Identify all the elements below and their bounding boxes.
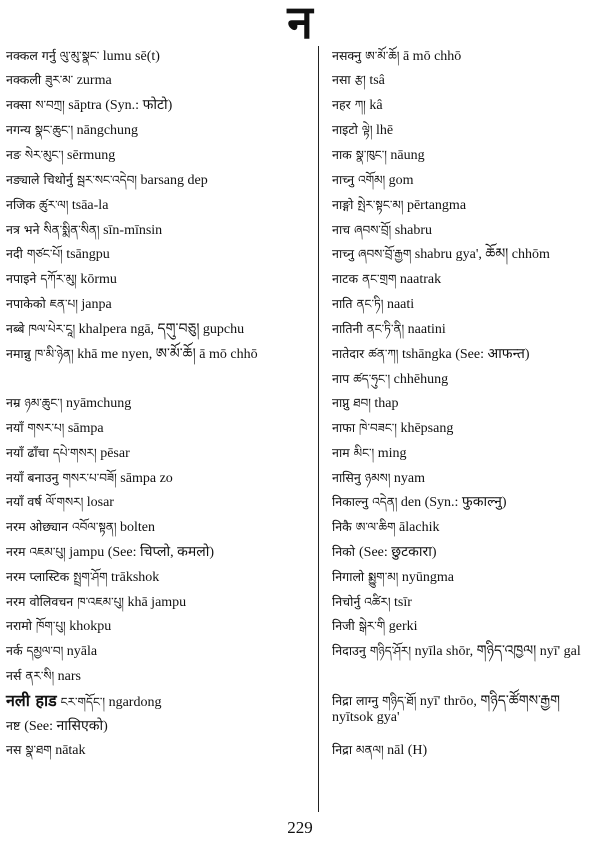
- entry-tibetan-script: སྒེར་གི: [358, 619, 386, 633]
- entry-headword: नाति: [332, 296, 353, 311]
- entry-headword: नङ: [6, 147, 21, 162]
- entry-headword: नरम: [6, 544, 26, 559]
- entry-romanization: kâ: [365, 98, 383, 113]
- entry-tibetan-script: གསར་པ།: [27, 421, 65, 435]
- dictionary-entry: [6, 470, 308, 486]
- entry-tibetan-script: ཀ།: [354, 98, 366, 112]
- dictionary-entry: [6, 718, 308, 734]
- entry-romanization: (See: नासिएको): [24, 719, 108, 734]
- entry-tibetan-script: ཁལ་པེར་ངཱ།: [28, 322, 76, 336]
- entry-tibetan-script: སིན་སྨིན་སིན།: [43, 223, 100, 237]
- entry-headword: नाम: [332, 445, 350, 460]
- entry-tibetan-script: མིང་།: [353, 446, 375, 460]
- entry-headword: नाफा: [332, 420, 356, 435]
- dictionary-entry: [332, 271, 594, 287]
- entry-headword: नर्क: [6, 643, 23, 658]
- entry-tibetan-script: ཨ་མོ་ཆོ།: [365, 49, 400, 63]
- dictionary-entry: [332, 544, 594, 560]
- entry-romanization: tsâ: [365, 73, 385, 88]
- entry-tibetan-script: སྨྱུག་མ།: [368, 570, 399, 584]
- dictionary-entry: [332, 122, 594, 138]
- dictionary-entry: [6, 395, 308, 411]
- entry-headword: निजी: [332, 618, 355, 633]
- entry-romanization: nyāmchung: [62, 396, 132, 411]
- entry-tibetan-script: ནང་ཏི་ནི།: [366, 322, 405, 336]
- entry-romanization: nars: [54, 669, 81, 684]
- entry-headword: निकाल्नु: [332, 494, 369, 509]
- dictionary-entry: [6, 321, 308, 337]
- entry-tibetan-script: ཚན་ཀ།: [368, 347, 399, 361]
- entry-headword: निद्रा लाग्नु: [332, 693, 379, 708]
- dictionary-entry: [6, 544, 308, 560]
- entry-romanization: ngardong: [105, 695, 162, 710]
- entry-tibetan-script: ཁ་མི་ཉེན།: [34, 347, 74, 361]
- entry-headword: नपाइने: [6, 271, 37, 286]
- entry-romanization: nyīla shōr, གཉིད་འཁྱལ། nyī' gal: [411, 644, 581, 659]
- entry-tibetan-script: གཉིད་ཤོར།: [369, 644, 412, 658]
- entry-romanization: losar: [83, 495, 114, 510]
- entry-tibetan-script: སྦར་སང་འདེབ།: [76, 173, 137, 187]
- dictionary-entry: [332, 569, 594, 585]
- dictionary-entry: [332, 48, 594, 64]
- entry-romanization: tshāngka (See: आफन्त): [398, 347, 530, 362]
- entry-tibetan-script: ཇན་པ།: [49, 297, 78, 311]
- entry-headword: नाक: [332, 147, 352, 162]
- entry-tibetan-script: ཉམ་ཆུང་།: [24, 396, 63, 410]
- dictionary-entry: [6, 246, 308, 262]
- entry-tibetan-script: ནང་གྲག: [362, 272, 397, 286]
- dictionary-entry: [6, 693, 308, 710]
- dictionary-entry: [6, 420, 308, 436]
- entry-tibetan-script: འབོལ་སྟན།: [72, 520, 117, 534]
- entry-headword: नत्र भने: [6, 222, 40, 237]
- entry-tibetan-script: ལོ་གསར།: [45, 495, 84, 509]
- dictionary-entry: [332, 147, 594, 163]
- dictionary-entry: [6, 618, 308, 634]
- entry-romanization: nāung: [386, 148, 425, 163]
- entry-romanization: sērmung: [63, 148, 116, 163]
- entry-headword: नस: [6, 742, 22, 757]
- entry-romanization: nāl (H): [383, 743, 428, 758]
- entry-headword: नाइटो: [332, 122, 358, 137]
- entry-headword: नहर: [332, 97, 351, 112]
- entry-tibetan-script: གསར་པ་བཟོ།: [62, 471, 117, 485]
- dictionary-entry: [6, 494, 308, 510]
- dictionary-entry: [332, 470, 594, 486]
- entry-tibetan-script: ནར་སི།: [25, 669, 55, 683]
- entry-tibetan-script: ལུ་མུ་སྣང་: [59, 49, 100, 63]
- entry-headword: नङ्याले चिथोर्नु: [6, 172, 73, 187]
- dictionary-entry: [6, 147, 308, 163]
- entry-tibetan-script: སྣ་ཐག: [25, 743, 52, 757]
- entry-headword: नक्सा: [6, 97, 32, 112]
- dictionary-entry: [6, 569, 308, 585]
- entry-headword: नम्र: [6, 395, 21, 410]
- entry-tibetan-script: ཁེ་བཟང་།: [359, 421, 397, 435]
- entry-romanization: jampu (See: चिप्लो, कमलो): [65, 545, 215, 560]
- entry-headword: नाप्नु: [332, 395, 350, 410]
- entry-tibetan-script: སྤེར་སྟང་མ།: [357, 198, 404, 212]
- entry-romanization: khēpsang: [396, 421, 454, 436]
- entry-romanization: shabru gya', ཆོམ། chhōm: [411, 247, 550, 262]
- dictionary-entry: [332, 346, 594, 362]
- entry-romanization: lhē: [372, 123, 394, 138]
- dictionary-entry: [6, 519, 308, 535]
- entry-headword: नली हाड: [6, 691, 57, 710]
- dictionary-entry: [6, 222, 308, 238]
- entry-headword: निद्रा: [332, 742, 353, 757]
- entry-romanization: janpa: [77, 297, 112, 312]
- dictionary-entry: [332, 618, 594, 634]
- entry-tibetan-script: ནང་ཏི།: [356, 297, 384, 311]
- dictionary-entry: [332, 172, 594, 188]
- entry-headword: नब्बे: [6, 321, 25, 336]
- entry-tibetan-script: ཞབས་བྲོ།: [354, 223, 392, 237]
- dictionary-entry: [332, 246, 594, 262]
- entry-romanization: pērtangma: [403, 198, 467, 213]
- entry-romanization: nyam: [390, 471, 426, 486]
- dictionary-entry: [332, 594, 594, 610]
- dictionary-entry: [332, 420, 594, 436]
- entry-romanization: (See: छुटकारा): [359, 545, 437, 560]
- dictionary-entry: [6, 172, 308, 188]
- dictionary-entry: [332, 693, 594, 725]
- dictionary-entry: [6, 668, 308, 684]
- entry-headword: नाच: [332, 222, 351, 237]
- entry-romanization: nyī' thrōo, གཉིད་ཚོགས་རྒྱག nyītsok gya': [332, 694, 561, 725]
- dictionary-entry: [6, 742, 308, 758]
- entry-romanization: ming: [374, 446, 407, 461]
- entry-romanization: khā jampu: [123, 595, 187, 610]
- entry-headword: नयाँ वर्ष: [6, 494, 42, 509]
- dictionary-entry: [332, 371, 594, 387]
- entry-headword: नसक्नु: [332, 48, 362, 63]
- entry-tibetan-script: སྣ་ཁུང་།: [355, 148, 387, 162]
- entry-tibetan-script: འཇམ་པུ།: [29, 545, 66, 559]
- entry-headword: नातिनी: [332, 321, 363, 336]
- page-number: 229: [287, 818, 313, 837]
- entry-headword: नरम वोलिवचन: [6, 594, 74, 609]
- entry-headword: नर्स: [6, 668, 22, 683]
- dictionary-entry: [6, 97, 308, 113]
- entry-romanization: den (Syn.: फुकाल्नु): [397, 495, 507, 510]
- entry-romanization: thap: [370, 396, 399, 411]
- entry-tibetan-script: ཨ་ལ་ཆིག: [355, 520, 396, 534]
- entry-romanization: sāptra (Syn.: फोटो): [64, 98, 173, 113]
- dictionary-entry: [332, 445, 594, 461]
- entry-tibetan-script: སྤྲག་ཤོག: [73, 570, 108, 584]
- entry-tibetan-script: ཟུར་མ་: [45, 73, 74, 87]
- section-letter-heading: न: [287, 0, 313, 49]
- entry-romanization: zurma: [73, 73, 112, 88]
- entry-headword: नक्कली: [6, 72, 42, 87]
- entry-romanization: nyāla: [63, 644, 98, 659]
- dictionary-entry: [6, 122, 308, 138]
- entry-tibetan-script: འཚིར།: [364, 595, 391, 609]
- dictionary-entry: [6, 445, 308, 461]
- entry-romanization: tsīr: [390, 595, 412, 610]
- entry-headword: नमान्नु: [6, 346, 31, 361]
- entry-headword: नाङ्गो: [332, 197, 354, 212]
- dictionary-entry: [332, 519, 594, 535]
- dictionary-entry: [6, 643, 308, 659]
- entry-romanization: tsāngpu: [62, 247, 110, 262]
- entry-romanization: barsang dep: [136, 173, 208, 188]
- entry-headword: नरम प्लास्टिक: [6, 569, 70, 584]
- entry-headword: नक्कल गर्नु: [6, 48, 56, 63]
- entry-tibetan-script: དཔེ་གསར།: [52, 446, 97, 460]
- entry-romanization: tsāa-la: [68, 198, 109, 213]
- dictionary-entry: [6, 346, 308, 362]
- entry-romanization: nātak: [51, 743, 86, 758]
- entry-headword: निगालो: [332, 569, 365, 584]
- entry-tibetan-script: སེར་མུང་།: [24, 148, 64, 162]
- entry-headword: नजिक: [6, 197, 36, 212]
- entry-headword: नष्ट: [6, 718, 21, 733]
- dictionary-entry: [332, 97, 594, 113]
- entry-romanization: ālachik: [395, 520, 440, 535]
- entry-romanization: gom: [385, 173, 414, 188]
- entry-headword: नाटक: [332, 271, 359, 286]
- entry-tibetan-script: དཀོར་མུ།: [40, 272, 77, 286]
- entry-tibetan-script: ཁོག་པུ།: [36, 619, 66, 633]
- entry-tibetan-script: ས་བཀྲ།: [35, 98, 65, 112]
- entry-romanization: gerki: [385, 619, 418, 634]
- dictionary-entry: [332, 395, 594, 411]
- dictionary-entry: [332, 197, 594, 213]
- entry-headword: निचोर्नु: [332, 594, 361, 609]
- entry-romanization: sīn-mīnsin: [99, 223, 163, 238]
- dictionary-entry: [332, 296, 594, 312]
- entry-romanization: chhēhung: [390, 372, 449, 387]
- entry-tibetan-script: རྩ།: [354, 73, 366, 87]
- entry-tibetan-script: དམྱལ་བ།: [26, 644, 64, 658]
- entry-tibetan-script: མནལ།: [356, 743, 384, 757]
- entry-romanization: naatini: [404, 322, 446, 337]
- dictionary-entry: [332, 643, 594, 659]
- entry-headword: नपाकेको: [6, 296, 46, 311]
- dictionary-entry: [6, 197, 308, 213]
- entry-headword: नरामो: [6, 618, 33, 633]
- dictionary-entry: [6, 72, 308, 88]
- entry-tibetan-script: ཁ་འཇམ་པུ།: [77, 595, 124, 609]
- dictionary-entry: [332, 72, 594, 88]
- entry-romanization: naati: [383, 297, 415, 312]
- entry-headword: नसा: [332, 72, 351, 87]
- entry-romanization: sāmpa: [64, 421, 104, 436]
- entry-headword: निकै: [332, 519, 352, 534]
- entry-tibetan-script: ཚུར་ལ།: [39, 198, 69, 212]
- entry-tibetan-script: ལྟེ།: [361, 123, 373, 137]
- dictionary-entry: [332, 742, 594, 758]
- entry-tibetan-script: འགོམ།: [358, 173, 386, 187]
- entry-tibetan-script: ངར་གདོང་།: [60, 695, 106, 709]
- entry-headword: नातेदार: [332, 346, 365, 361]
- entry-romanization: kōrmu: [76, 272, 117, 287]
- dictionary-entry: [332, 494, 594, 510]
- entry-tibetan-script: ཞབས་བྲོ་རྒྱག: [358, 247, 412, 261]
- entry-romanization: khalpera ngā, དགུ་བཅུ། gupchu: [75, 322, 245, 337]
- entry-romanization: trākshok: [107, 570, 160, 585]
- entry-romanization: nāngchung: [73, 123, 139, 138]
- entry-tibetan-script: གཉིད་ཐོ།: [382, 694, 417, 708]
- entry-headword: नरम ओछ्यान: [6, 519, 69, 534]
- entry-headword: नदी: [6, 246, 23, 261]
- entry-tibetan-script: གཙང་པོ།: [26, 247, 63, 261]
- entry-headword: नासिनु: [332, 470, 361, 485]
- entry-romanization: nyūngma: [398, 570, 454, 585]
- entry-romanization: naatrak: [396, 272, 442, 287]
- dictionary-entry: [6, 296, 308, 312]
- entry-tibetan-script: ཐབ།: [353, 396, 371, 410]
- entry-romanization: lumu sē(t): [99, 49, 160, 64]
- entry-romanization: khā me nyen, ཨ་མོ་ཆོ། ā mō chhō: [73, 347, 258, 362]
- entry-headword: नाच्नु: [332, 172, 355, 187]
- entry-tibetan-script: ཚད་ཧུང་།: [353, 372, 391, 386]
- dictionary-entry: [6, 594, 308, 610]
- entry-headword: नगन्य: [6, 122, 31, 137]
- entry-headword: निदाउनु: [332, 643, 366, 658]
- entry-tibetan-script: འདེན།: [372, 495, 398, 509]
- entry-headword: नयाँ बनाउनु: [6, 470, 59, 485]
- entry-headword: नयाँ ढाँचा: [6, 445, 49, 460]
- entry-headword: निको: [332, 544, 356, 559]
- entry-romanization: khokpu: [65, 619, 112, 634]
- entry-headword: नाप: [332, 371, 350, 386]
- entry-headword: नाच्नु: [332, 246, 355, 261]
- entry-romanization: bolten: [116, 520, 156, 535]
- dictionary-entry: [332, 222, 594, 238]
- dictionary-entry: [6, 271, 308, 287]
- entry-romanization: ā mō chhō: [399, 49, 462, 64]
- dictionary-entry: [332, 321, 594, 337]
- entry-romanization: pēsar: [96, 446, 130, 461]
- column-divider: [318, 46, 319, 812]
- dictionary-entry: [6, 48, 308, 64]
- entry-tibetan-script: སྣང་ཆུང་།: [34, 123, 74, 137]
- entry-romanization: shabru: [391, 223, 433, 238]
- entry-headword: नयाँ: [6, 420, 24, 435]
- entry-tibetan-script: ཉམས།: [364, 471, 391, 485]
- entry-romanization: sāmpa zo: [116, 471, 173, 486]
